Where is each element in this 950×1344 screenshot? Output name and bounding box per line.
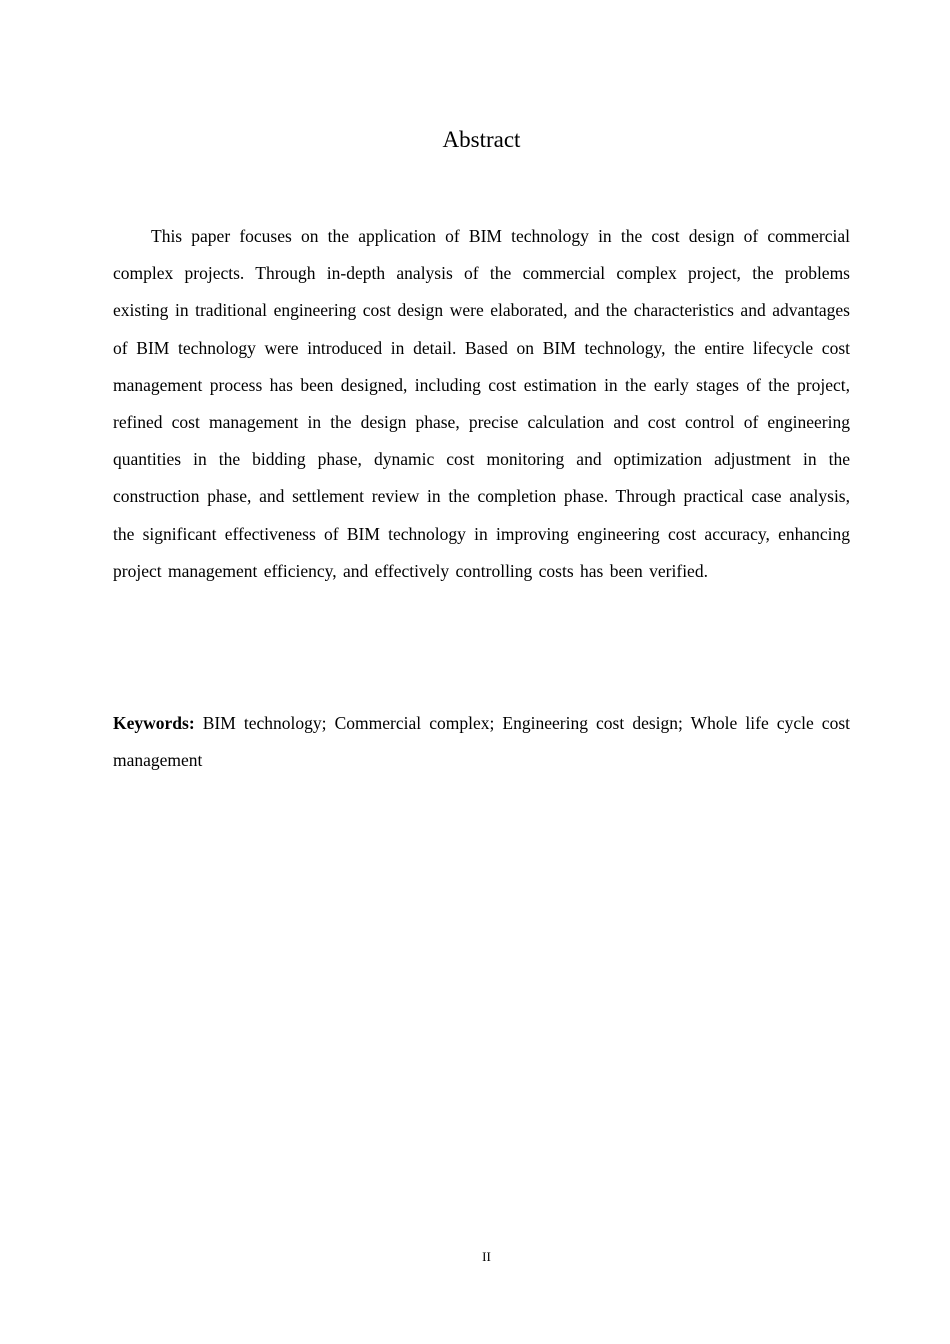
abstract-paragraph: This paper focuses on the application of BIM technology in the cost design of commercial complex projects. Through in-depth analysis of the commercial complex project, the problems existing in traditional engineering cost design were elaborated, and the characteristics and advantages of BIM technology were introduced in detail. Based on BIM technology, the entire lifecycle cost management process has been designed, including cost estimation in the early stages of the project, refined cost management in the design phase, precise calculation and cost control of engineering quantities in the bidding phase, dynamic cost monitoring and optimization adjustment in the construction phase, and settlement review in the completion phase. Through practical case analysis, the significant effectiveness of BIM technology in improving engineering cost accuracy, enhancing project management efficiency, and effectively controlling costs has been verified. bbox=[113, 226, 850, 581]
keywords-section bbox=[113, 705, 850, 778]
keywords-label: Keywords: bbox=[113, 713, 195, 733]
keywords-text: BIM technology; Commercial complex; Engineering cost design; Whole life cycle cost management bbox=[113, 713, 850, 770]
page-number: II bbox=[482, 1249, 491, 1264]
page-title: Abstract bbox=[442, 127, 521, 152]
